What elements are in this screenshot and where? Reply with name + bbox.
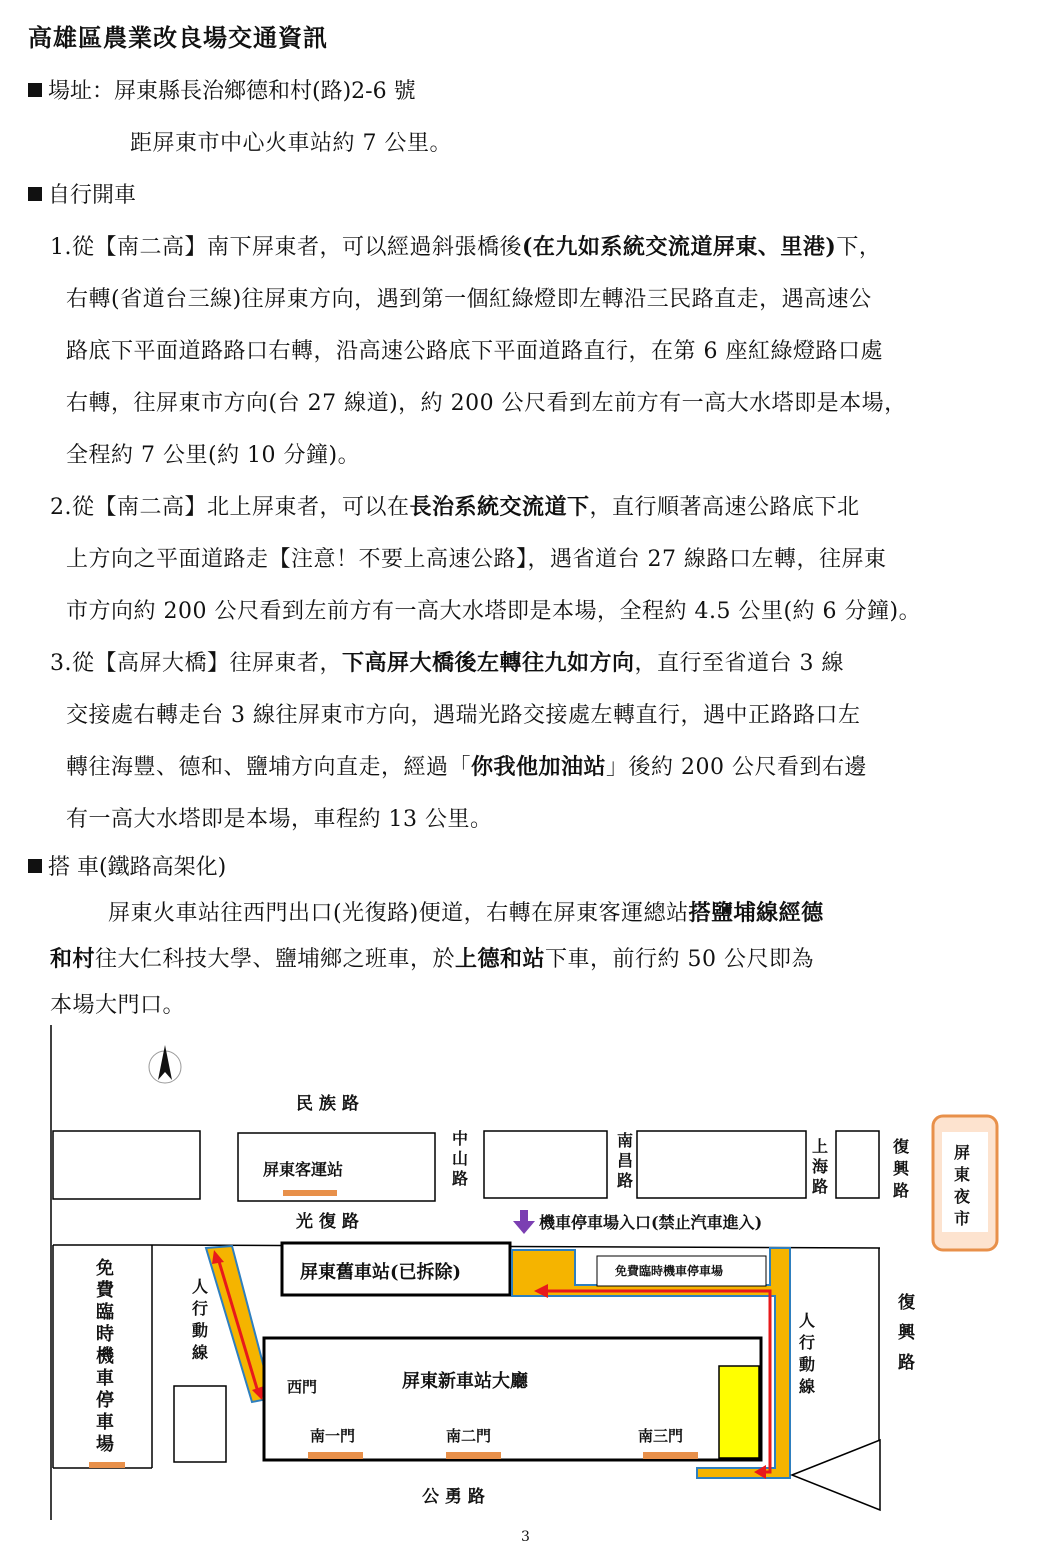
- shanghai-road-label: 上海路: [812, 1137, 829, 1196]
- triangle-plaza: [792, 1440, 880, 1510]
- bus-station-gate: [283, 1190, 337, 1196]
- route1-line2: 右轉(省道台三線)往屏東方向，遇到第一個紅綠燈即左轉沿三民路直走，遇高速公: [66, 287, 872, 312]
- purple-down-arrow-icon: [513, 1210, 535, 1234]
- driving-heading-text: 自行開車: [48, 183, 137, 208]
- north-arrow-icon: [149, 1045, 181, 1083]
- fuxing-road-right-label: 復興路: [898, 1293, 915, 1373]
- minzu-road-label: 民 族 路: [296, 1094, 359, 1114]
- block-top-3: [484, 1131, 607, 1198]
- right-walkway-label: 人行動線: [799, 1311, 816, 1396]
- south-gate-3-label: 南三門: [638, 1427, 684, 1445]
- south-gate-2-label: 南二門: [446, 1427, 492, 1445]
- south-gate-1-marker: [308, 1452, 363, 1459]
- route1-line4: 右轉，往屏東市方向(台 27 線道)，約 200 公尺看到左前方有一高大水塔即是本場，: [66, 391, 907, 416]
- distance-line: 距屏東市中心火車站約 7 公里。: [130, 131, 452, 156]
- scooter-entrance-label: 機車停車場入口(禁止汽車進入): [539, 1213, 763, 1232]
- route2-line2: 上方向之平面道路走【注意！不要上高速公路】，遇省道台 27 線路口左轉，往屏東: [66, 547, 887, 572]
- route3-line3: 轉往海豐、德和、鹽埔方向直走，經過「你我他加油站」後約 200 公尺看到右邊: [66, 754, 868, 780]
- bus-heading-text: 搭 車(鐵路高架化): [48, 855, 227, 880]
- south-gate-1-label: 南一門: [310, 1427, 356, 1445]
- page-title: 高雄區農業改良場交通資訊: [28, 23, 328, 52]
- route3-line1: 3.從【高屏大橋】往屏東者，下高屏大橋後左轉往九如方向，直行至省道台 3 線: [50, 650, 844, 676]
- temp-parking-top-label: 免費臨時機車停車場: [615, 1264, 724, 1278]
- guangfu-road-label: 光 復 路: [296, 1212, 359, 1232]
- gongyong-road-label: 公 勇 路: [422, 1487, 485, 1507]
- route2-line1: 2.從【南二高】北上屏東者，可以在長治系統交流道下，直行順著高速公路底下北: [50, 494, 860, 520]
- block-top-4: [637, 1131, 806, 1198]
- address-value: 屏東縣長治鄉德和村(路)2-6 號: [114, 79, 416, 104]
- night-market-label: 屏東夜市: [954, 1143, 971, 1228]
- zhongshan-road-label: 中山路: [452, 1129, 469, 1188]
- left-parking-gate: [89, 1462, 125, 1468]
- west-gate-label: 西門: [287, 1378, 318, 1396]
- block-top-1: [53, 1131, 200, 1199]
- route1-line3: 路底下平面道路路口右轉，沿高速公路底下平面道路直行，在第 6 座紅綠燈路口處: [66, 339, 883, 364]
- bus-line2: 和村往大仁科技大學、鹽埔鄉之班車，於上德和站下車，前行約 50 公尺即為: [50, 946, 815, 972]
- restroom-box: [719, 1366, 759, 1458]
- bus-station-label: 屏東客運站: [263, 1160, 344, 1179]
- page-number: 3: [521, 1529, 530, 1541]
- route3-line4: 有一高大水塔即是本場，車程約 13 公里。: [66, 807, 493, 832]
- new-station-label: 屏東新車站大廳: [402, 1371, 528, 1392]
- south-gate-2-marker: [446, 1452, 501, 1459]
- bus-line1: 屏東火車站往西門出口(光復路)便道，右轉在屏東客運總站搭鹽埔線經德: [108, 900, 824, 926]
- fuxing-road-top-label: 復興路: [893, 1137, 910, 1200]
- left-walkway-label: 人行動線: [192, 1277, 209, 1362]
- block-top-5: [836, 1131, 879, 1198]
- address-label: 場址：: [48, 79, 115, 104]
- nanchang-road-label: 南昌路: [617, 1131, 634, 1190]
- route2-line3: 市方向約 200 公尺看到左前方有一高大水塔即是本場，全程約 4.5 公里(約 6 分鐘)。: [66, 599, 922, 624]
- bus-line3: 本場大門口。: [50, 993, 186, 1018]
- route3-line2: 交接處右轉走台 3 線往屏東市方向，遇瑞光路交接處左轉直行，遇中正路路口左: [66, 703, 861, 728]
- route1-line5: 全程約 7 公里(約 10 分鐘)。: [66, 443, 361, 468]
- route1-line1: 1.從【南二高】南下屏東者，可以經過斜張橋後(在九如系統交流道屏東、里港)下，: [50, 234, 882, 260]
- old-station-label: 屏東舊車站(已拆除): [300, 1262, 462, 1283]
- temp-parking-left-label: 免費臨時機車停車場: [96, 1258, 114, 1455]
- luggage-room-box: [174, 1386, 226, 1462]
- south-gate-3-marker: [643, 1452, 698, 1459]
